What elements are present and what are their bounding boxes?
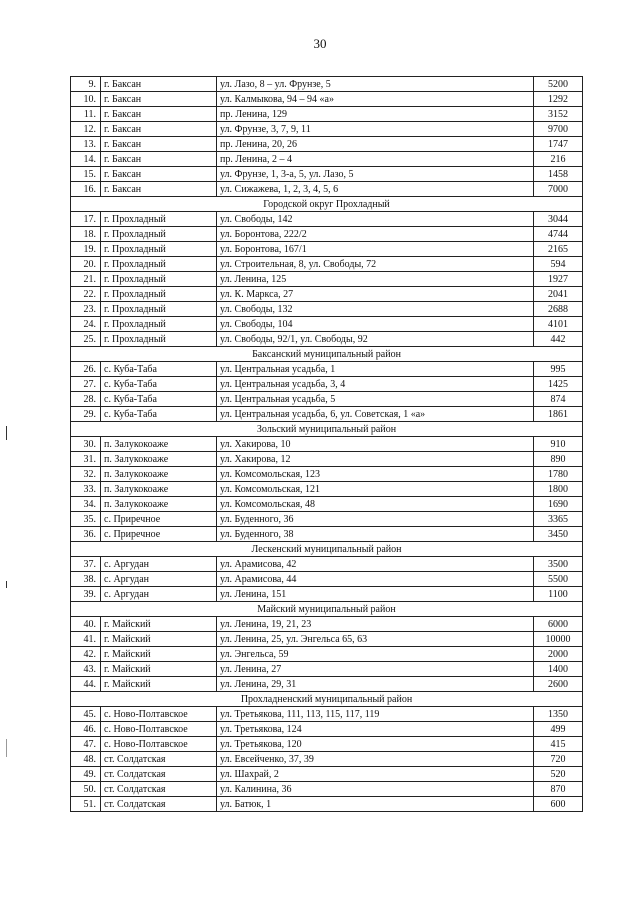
address-cell: ул. Комсомольская, 121 [217, 482, 534, 497]
locality-cell: ст. Солдатская [101, 752, 217, 767]
row-number: 11. [71, 107, 101, 122]
address-cell: ул. Ленина, 151 [217, 587, 534, 602]
row-number: 37. [71, 557, 101, 572]
locality-cell: с. Аргудан [101, 557, 217, 572]
row-number: 39. [71, 587, 101, 602]
row-number: 24. [71, 317, 101, 332]
address-cell: ул. Хакирова, 10 [217, 437, 534, 452]
value-cell: 3365 [534, 512, 583, 527]
row-number: 29. [71, 407, 101, 422]
value-cell: 5200 [534, 77, 583, 92]
address-cell: ул. Ленина, 19, 21, 23 [217, 617, 534, 632]
table-row [71, 617, 583, 632]
address-cell: ул. Комсомольская, 123 [217, 467, 534, 482]
section-row [71, 692, 583, 707]
table-row [71, 272, 583, 287]
value-cell: 1100 [534, 587, 583, 602]
value-cell: 216 [534, 152, 583, 167]
table-row [71, 137, 583, 152]
objects-table [70, 76, 583, 812]
row-number: 33. [71, 482, 101, 497]
address-cell: ул. Буденного, 36 [217, 512, 534, 527]
table-row [71, 317, 583, 332]
locality-cell: с. Куба-Таба [101, 377, 217, 392]
value-cell: 3044 [534, 212, 583, 227]
table-row [71, 467, 583, 482]
locality-cell: г. Майский [101, 662, 217, 677]
row-number: 38. [71, 572, 101, 587]
value-cell: 874 [534, 392, 583, 407]
address-cell: ул. Комсомольская, 48 [217, 497, 534, 512]
value-cell: 600 [534, 797, 583, 812]
locality-cell: п. Залукокоаже [101, 497, 217, 512]
section-row [71, 197, 583, 212]
row-number: 49. [71, 767, 101, 782]
table-row [71, 632, 583, 647]
value-cell: 1800 [534, 482, 583, 497]
row-number: 13. [71, 137, 101, 152]
locality-cell: г. Майский [101, 617, 217, 632]
table-row [71, 662, 583, 677]
row-number: 9. [71, 77, 101, 92]
table-row [71, 77, 583, 92]
locality-cell: ст. Солдатская [101, 797, 217, 812]
address-cell: ул. Третьякова, 124 [217, 722, 534, 737]
address-cell: ул. Центральная усадьба, 5 [217, 392, 534, 407]
value-cell: 1425 [534, 377, 583, 392]
address-cell: ул. Арамисова, 44 [217, 572, 534, 587]
locality-cell: г. Баксан [101, 92, 217, 107]
value-cell: 4101 [534, 317, 583, 332]
row-number: 42. [71, 647, 101, 662]
row-number: 30. [71, 437, 101, 452]
scan-margin-mark [6, 581, 7, 588]
table-row [71, 242, 583, 257]
address-cell: ул. Лазо, 8 – ул. Фрунзе, 5 [217, 77, 534, 92]
address-cell: ул. Ленина, 27 [217, 662, 534, 677]
table-row [71, 107, 583, 122]
value-cell: 1690 [534, 497, 583, 512]
section-title: Зольский муниципальный район [71, 422, 583, 437]
value-cell: 3152 [534, 107, 583, 122]
address-cell: ул. Фрунзе, 3, 7, 9, 11 [217, 122, 534, 137]
section-row [71, 602, 583, 617]
table-row [71, 527, 583, 542]
value-cell: 594 [534, 257, 583, 272]
table-row [71, 767, 583, 782]
address-cell: ул. Центральная усадьба, 3, 4 [217, 377, 534, 392]
address-cell: ул. К. Маркса, 27 [217, 287, 534, 302]
objects-table-body [71, 77, 583, 812]
row-number: 40. [71, 617, 101, 632]
table-row [71, 752, 583, 767]
table-row [71, 707, 583, 722]
locality-cell: с. Аргудан [101, 587, 217, 602]
section-title: Лескенский муниципальный район [71, 542, 583, 557]
scan-margin-mark [6, 739, 7, 757]
value-cell: 499 [534, 722, 583, 737]
locality-cell: г. Баксан [101, 137, 217, 152]
section-row [71, 347, 583, 362]
value-cell: 6000 [534, 617, 583, 632]
row-number: 10. [71, 92, 101, 107]
row-number: 26. [71, 362, 101, 377]
locality-cell: г. Баксан [101, 167, 217, 182]
row-number: 23. [71, 302, 101, 317]
value-cell: 720 [534, 752, 583, 767]
locality-cell: п. Залукокоаже [101, 437, 217, 452]
table-row [71, 497, 583, 512]
table-row [71, 287, 583, 302]
table-row [71, 512, 583, 527]
address-cell: ул. Строительная, 8, ул. Свободы, 72 [217, 257, 534, 272]
locality-cell: г. Прохладный [101, 317, 217, 332]
row-number: 25. [71, 332, 101, 347]
row-number: 31. [71, 452, 101, 467]
row-number: 16. [71, 182, 101, 197]
table-row [71, 302, 583, 317]
table-row [71, 332, 583, 347]
locality-cell: г. Прохладный [101, 242, 217, 257]
address-cell: ул. Энгельса, 59 [217, 647, 534, 662]
value-cell: 415 [534, 737, 583, 752]
row-number: 44. [71, 677, 101, 692]
address-cell: ул. Хакирова, 12 [217, 452, 534, 467]
section-title: Городской округ Прохладный [71, 197, 583, 212]
row-number: 17. [71, 212, 101, 227]
section-title: Прохладненский муниципальный район [71, 692, 583, 707]
row-number: 19. [71, 242, 101, 257]
address-cell: ул. Свободы, 142 [217, 212, 534, 227]
value-cell: 890 [534, 452, 583, 467]
value-cell: 10000 [534, 632, 583, 647]
table-row [71, 722, 583, 737]
scan-margin-mark [6, 426, 7, 440]
table-row [71, 392, 583, 407]
page-number: 30 [313, 36, 327, 51]
value-cell: 1400 [534, 662, 583, 677]
table-row [71, 377, 583, 392]
row-number: 43. [71, 662, 101, 677]
value-cell: 1861 [534, 407, 583, 422]
address-cell: ул. Боронтова, 167/1 [217, 242, 534, 257]
table-row [71, 782, 583, 797]
row-number: 12. [71, 122, 101, 137]
value-cell: 3450 [534, 527, 583, 542]
address-cell: ул. Свободы, 132 [217, 302, 534, 317]
address-cell: ул. Свободы, 104 [217, 317, 534, 332]
locality-cell: г. Баксан [101, 182, 217, 197]
table-row [71, 362, 583, 377]
locality-cell: п. Залукокоаже [101, 452, 217, 467]
value-cell: 870 [534, 782, 583, 797]
locality-cell: ст. Солдатская [101, 782, 217, 797]
value-cell: 3500 [534, 557, 583, 572]
locality-cell: г. Прохладный [101, 302, 217, 317]
value-cell: 2688 [534, 302, 583, 317]
section-title: Майский муниципальный район [71, 602, 583, 617]
table-row [71, 557, 583, 572]
locality-cell: г. Майский [101, 632, 217, 647]
locality-cell: с. Ново-Полтавское [101, 737, 217, 752]
row-number: 34. [71, 497, 101, 512]
row-number: 14. [71, 152, 101, 167]
value-cell: 2600 [534, 677, 583, 692]
value-cell: 2000 [534, 647, 583, 662]
locality-cell: с. Аргудан [101, 572, 217, 587]
value-cell: 4744 [534, 227, 583, 242]
address-cell: пр. Ленина, 20, 26 [217, 137, 534, 152]
row-number: 22. [71, 287, 101, 302]
value-cell: 9700 [534, 122, 583, 137]
locality-cell: г. Баксан [101, 152, 217, 167]
table-row [71, 122, 583, 137]
row-number: 50. [71, 782, 101, 797]
address-cell: пр. Ленина, 2 – 4 [217, 152, 534, 167]
value-cell: 5500 [534, 572, 583, 587]
row-number: 18. [71, 227, 101, 242]
row-number: 48. [71, 752, 101, 767]
locality-cell: г. Баксан [101, 107, 217, 122]
row-number: 20. [71, 257, 101, 272]
value-cell: 2041 [534, 287, 583, 302]
value-cell: 1292 [534, 92, 583, 107]
row-number: 46. [71, 722, 101, 737]
address-cell: ул. Ленина, 25, ул. Энгельса 65, 63 [217, 632, 534, 647]
row-number: 51. [71, 797, 101, 812]
address-cell: ул. Евсейченко, 37, 39 [217, 752, 534, 767]
value-cell: 1927 [534, 272, 583, 287]
address-cell: ул. Третьякова, 111, 113, 115, 117, 119 [217, 707, 534, 722]
table-row [71, 647, 583, 662]
address-cell: ул. Ленина, 125 [217, 272, 534, 287]
address-cell: пр. Ленина, 129 [217, 107, 534, 122]
row-number: 21. [71, 272, 101, 287]
value-cell: 520 [534, 767, 583, 782]
section-title: Баксанский муниципальный район [71, 347, 583, 362]
table-row [71, 437, 583, 452]
locality-cell: с. Куба-Таба [101, 407, 217, 422]
address-cell: ул. Батюк, 1 [217, 797, 534, 812]
locality-cell: с. Ново-Полтавское [101, 707, 217, 722]
table-row [71, 587, 583, 602]
locality-cell: г. Прохладный [101, 272, 217, 287]
row-number: 32. [71, 467, 101, 482]
address-cell: ул. Боронтова, 222/2 [217, 227, 534, 242]
address-cell: ул. Калинина, 36 [217, 782, 534, 797]
address-cell: ул. Буденного, 38 [217, 527, 534, 542]
row-number: 47. [71, 737, 101, 752]
table-row [71, 482, 583, 497]
table-row [71, 797, 583, 812]
value-cell: 1458 [534, 167, 583, 182]
table-row [71, 677, 583, 692]
locality-cell: п. Залукокоаже [101, 467, 217, 482]
locality-cell: г. Баксан [101, 122, 217, 137]
table-row [71, 737, 583, 752]
value-cell: 1747 [534, 137, 583, 152]
locality-cell: г. Прохладный [101, 287, 217, 302]
row-number: 41. [71, 632, 101, 647]
locality-cell: г. Прохладный [101, 332, 217, 347]
value-cell: 1780 [534, 467, 583, 482]
row-number: 36. [71, 527, 101, 542]
row-number: 35. [71, 512, 101, 527]
value-cell: 910 [534, 437, 583, 452]
locality-cell: г. Прохладный [101, 212, 217, 227]
locality-cell: г. Прохладный [101, 257, 217, 272]
address-cell: ул. Арамисова, 42 [217, 557, 534, 572]
locality-cell: п. Залукокоаже [101, 482, 217, 497]
address-cell: ул. Шахрай, 2 [217, 767, 534, 782]
address-cell: ул. Калмыкова, 94 – 94 «а» [217, 92, 534, 107]
locality-cell: с. Куба-Таба [101, 392, 217, 407]
table-row [71, 257, 583, 272]
address-cell: ул. Сижажева, 1, 2, 3, 4, 5, 6 [217, 182, 534, 197]
locality-cell: с. Приречное [101, 527, 217, 542]
locality-cell: г. Майский [101, 677, 217, 692]
table-row [71, 212, 583, 227]
table-row [71, 452, 583, 467]
locality-cell: с. Приречное [101, 512, 217, 527]
value-cell: 442 [534, 332, 583, 347]
table-row [71, 152, 583, 167]
row-number: 28. [71, 392, 101, 407]
table-row [71, 182, 583, 197]
section-row [71, 542, 583, 557]
locality-cell: ст. Солдатская [101, 767, 217, 782]
value-cell: 7000 [534, 182, 583, 197]
row-number: 27. [71, 377, 101, 392]
value-cell: 2165 [534, 242, 583, 257]
address-cell: ул. Свободы, 92/1, ул. Свободы, 92 [217, 332, 534, 347]
locality-cell: с. Куба-Таба [101, 362, 217, 377]
locality-cell: г. Майский [101, 647, 217, 662]
row-number: 45. [71, 707, 101, 722]
row-number: 15. [71, 167, 101, 182]
address-cell: ул. Третьякова, 120 [217, 737, 534, 752]
address-cell: ул. Центральная усадьба, 1 [217, 362, 534, 377]
table-row [71, 167, 583, 182]
table-row [71, 407, 583, 422]
address-cell: ул. Фрунзе, 1, 3-а, 5, ул. Лазо, 5 [217, 167, 534, 182]
locality-cell: г. Баксан [101, 77, 217, 92]
address-cell: ул. Ленина, 29, 31 [217, 677, 534, 692]
value-cell: 1350 [534, 707, 583, 722]
address-cell: ул. Центральная усадьба, 6, ул. Советская, 1 «а» [217, 407, 534, 422]
table-row [71, 227, 583, 242]
locality-cell: г. Прохладный [101, 227, 217, 242]
value-cell: 995 [534, 362, 583, 377]
table-row [71, 572, 583, 587]
section-row [71, 422, 583, 437]
locality-cell: с. Ново-Полтавское [101, 722, 217, 737]
table-row [71, 92, 583, 107]
